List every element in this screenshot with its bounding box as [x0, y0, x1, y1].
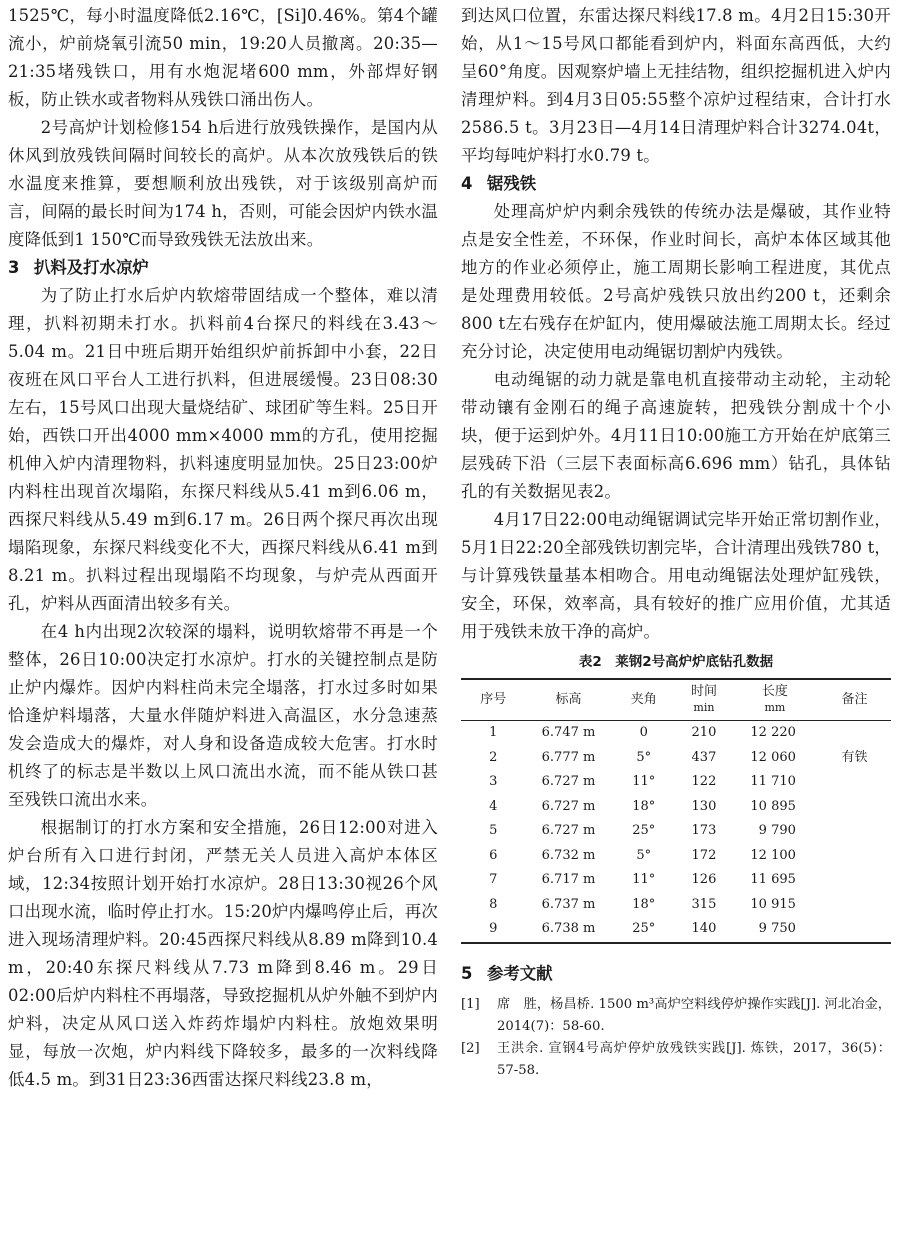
cell-seq: 8: [489, 896, 498, 912]
cell-seq: 6: [489, 847, 498, 863]
table-caption: 表2 莱钢2号高炉炉底钻孔数据: [578, 654, 774, 670]
cell-note: [818, 795, 891, 820]
cell-note: [818, 917, 891, 943]
cell-elevation: 6.727 m: [541, 823, 596, 838]
paragraph: 为了防止打水后炉内软熔带固结成一个整体，难以清理，扒料初期未打水。扒料前4台探尺的料线在3.43～5.04 m。21日中班后期开始组织炉前拆卸中小套，22日夜班在风口平台人工进行扒料，但进展缓慢。23日08:30左右，15号风口出现大量烧结矿、球团矿等生料。25日开始，西铁口开出4000 mm×4000 mm的方孔，使用挖掘机伸入炉内清理物料，扒料速度明显加快。25日23:00炉内料柱出现首次塌陷，东探尺料线从5.41 m到6.06 m，西探尺料线从5.49 m到6.17 m。26日两个探尺再次出现塌陷现象，东探尺料线变化不大，西探尺料线从6.41 m到8.21 m。扒料过程出现塌陷不均现象，与炉壳从西面开孔，炉料从西面清出较多有关。: [8, 286, 438, 613]
cell-seq: 2: [489, 749, 498, 765]
section-heading-4: [461, 170, 891, 198]
section-number: 4: [461, 174, 473, 193]
reference-number: [2]: [461, 1040, 480, 1056]
cell-length: 11 710: [750, 774, 796, 789]
cell-note: [818, 844, 891, 869]
reference-text: 席 胜，杨昌桥. 1500 m³高炉空料线停炉操作实践[J]. 河北冶金，2014(7)：58-60.: [497, 996, 891, 1034]
cell-elevation: 6.727 m: [541, 798, 596, 814]
paragraph: 1525℃，每小时温度降低2.16℃，[Si]0.46%。第4个罐流小，炉前烧氧引流50 min，19:20人员撤离。20:35—21:35堵残铁口，用有水炮泥堵600 mm，外部焊好钢板，防止铁水或者物料从残铁口涌出伤人。: [8, 6, 438, 109]
paragraph: 在4 h内出现2次较深的塌料，说明软熔带不再是一个整体，26日10:00决定打水凉炉。打水的关键控制点是防止炉内爆炸。因炉内料柱尚未完全塌落，打水过多时如果恰逢炉料塌落，大量水伴随炉料进入高温区，水分急速蒸发会造成大的爆炸，对人身和设备造成较大危害。打水时机终了的标志是半数以上风口流出水流，而不能从铁口甚至残铁口流出水来。: [8, 622, 438, 809]
cell-elevation: 6.777 m: [541, 749, 596, 765]
cell-time: 140: [691, 921, 717, 936]
header-length: 长度 mm: [761, 684, 788, 714]
cell-angle: 18°: [632, 896, 656, 912]
cell-length: 12 220: [750, 725, 796, 740]
cell-time: 126: [691, 872, 717, 887]
cell-time: 130: [691, 798, 717, 814]
table-row: [461, 868, 891, 893]
header-angle: 夹角: [630, 692, 657, 707]
cell-length: 9 750: [758, 921, 796, 936]
cell-time: 172: [691, 847, 717, 863]
cell-seq: 3: [489, 774, 498, 789]
cell-length: 10 915: [750, 896, 796, 912]
header-seq: 序号: [480, 692, 507, 707]
section-number: 3: [8, 258, 20, 277]
table-header-row: [461, 679, 891, 721]
drilling-data-table: [461, 678, 891, 944]
reference-list: [461, 994, 891, 1082]
table-row: [461, 721, 891, 746]
cell-elevation: 6.737 m: [541, 896, 596, 912]
cell-angle: 25°: [632, 921, 656, 936]
cell-elevation: 6.732 m: [541, 847, 596, 863]
cell-note: 有铁: [841, 749, 868, 765]
reference-item: [461, 994, 891, 1038]
table-row: [461, 770, 891, 795]
cell-note: [818, 819, 891, 844]
cell-elevation: 6.717 m: [541, 872, 596, 887]
cell-angle: 5°: [636, 749, 652, 765]
cell-seq: 4: [489, 798, 498, 814]
paragraph: 4月17日22:00电动绳锯调试完毕开始正常切割作业，5月1日22:20全部残铁切割完毕，合计清理出残铁780 t，与计算残铁量基本相吻合。用电动绳锯法处理炉缸残铁，安全，环保，效率高，具有较好的推广应用价值，尤其适用于残铁未放干净的高炉。: [461, 510, 891, 641]
cell-elevation: 6.738 m: [541, 921, 596, 936]
paragraph: 电动绳锯的动力就是靠电机直接带动主动轮，主动轮带动镶有金刚石的绳子高速旋转，把残铁分割成十个小块，便于运到炉外。4月11日10:00施工方开始在炉底第三层残砖下沿（三层下表面标高6.696 mm）钻孔，具体钻孔的有关数据见表2。: [461, 370, 891, 501]
section-title: 参考文献: [487, 963, 553, 983]
section-title: 扒料及打水凉炉: [34, 258, 149, 277]
cell-length: 11 695: [750, 872, 796, 887]
cell-length: 10 895: [750, 798, 796, 814]
table-row: [461, 917, 891, 943]
cell-note: [818, 770, 891, 795]
cell-angle: 18°: [632, 798, 656, 814]
reference-item: [461, 1038, 891, 1082]
cell-angle: 11°: [632, 774, 656, 789]
cell-time: 173: [691, 823, 717, 838]
section-heading-5: [461, 960, 891, 988]
cell-note: [818, 893, 891, 918]
cell-angle: 25°: [632, 823, 656, 838]
cell-time: 437: [691, 749, 717, 765]
cell-seq: 9: [489, 921, 498, 936]
reference-number: [1]: [461, 996, 480, 1012]
right-column: [461, 2, 891, 1082]
cell-time: 122: [691, 774, 717, 789]
table-row: [461, 795, 891, 820]
cell-note: [818, 868, 891, 893]
section-heading-3: [8, 254, 438, 282]
cell-angle: 5°: [636, 847, 652, 863]
header-time: 时间 min: [690, 684, 717, 714]
table-row: [461, 893, 891, 918]
cell-length: 12 060: [750, 749, 796, 765]
left-column: [8, 2, 438, 1094]
cell-length: 9 790: [758, 823, 796, 838]
paragraph: 处理高炉炉内剩余残铁的传统办法是爆破，其作业特点是安全性差，不环保，作业时间长，高炉本体区域其他地方的作业必须停止，施工周期长影响工程进度，其优点是处理费用较低。2号高炉残铁只放出约200 t，还剩余800 t左右残存在炉缸内，使用爆破法施工周期太长。经过充分讨论，决定使用电动绳锯切割炉内残铁。: [461, 202, 891, 361]
cell-elevation: 6.727 m: [541, 774, 596, 789]
paragraph: 2号高炉计划检修154 h后进行放残铁操作，是国内从休风到放残铁间隔时间较长的高炉。从本次放残铁后的铁水温度来推算，要想顺利放出残铁，对于该级别高炉而言，间隔的最长时间为174 h，否则，可能会因炉内铁水温度降低到1 150℃而导致残铁无法放出来。: [8, 118, 438, 249]
reference-text: 王洪余. 宣钢4号高炉停炉放残铁实践[J]. 炼铁，2017，36(5)：57-58.: [497, 1040, 891, 1078]
section-number: 5: [461, 963, 473, 983]
paragraph: 到达风口位置，东雷达探尺料线17.8 m。4月2日15:30开始，从1～15号风口都能看到炉内，料面东高西低，大约呈60°角度。因观察炉墙上无挂结物，组织挖掘机进入炉内清理炉料。到4月3日05:55整个凉炉过程结束，合计打水2586.5 t。3月23日—4月14日清理炉料合计3274.04t，平均每吨炉料打水0.79 t。: [461, 6, 891, 165]
cell-length: 12 100: [750, 847, 796, 863]
cell-seq: 7: [489, 872, 498, 887]
cell-angle: 11°: [632, 872, 656, 887]
cell-seq: 1: [489, 725, 498, 740]
cell-elevation: 6.747 m: [541, 725, 596, 740]
cell-time: 315: [691, 896, 717, 912]
cell-seq: 5: [489, 823, 498, 838]
table-row: [461, 746, 891, 771]
table-row: [461, 844, 891, 869]
cell-note: [818, 721, 891, 746]
paragraph: 根据制订的打水方案和安全措施，26日12:00对进入炉台所有入口进行封闭，严禁无关人员进入高炉本体区域，12:34按照计划开始打水凉炉。28日13:30视26个风口出现水流，临时停止打水。15:20炉内爆鸣停止后，再次进入现场清理炉料。20:45西探尺料线从8.89 m降到10.4 m，20:40东探尺料线从7.73 m降到8.46 m。29日02:00后炉内料柱不再塌落，导致挖掘机从炉外触不到炉内炉料，决定从风口送入炸药炸塌炉内料柱。放炮效果明显，每放一次炮，炉内料线下降较多，最多的一次料线降低4.5 m。到31日23:36西雷达探尺料线23.8 m，: [8, 818, 438, 1089]
header-elevation: 标高: [555, 692, 582, 707]
table-row: [461, 819, 891, 844]
cell-time: 210: [691, 725, 717, 740]
section-title: 锯残铁: [487, 174, 537, 193]
cell-angle: 0: [639, 725, 648, 740]
header-note: 备注: [841, 692, 868, 707]
